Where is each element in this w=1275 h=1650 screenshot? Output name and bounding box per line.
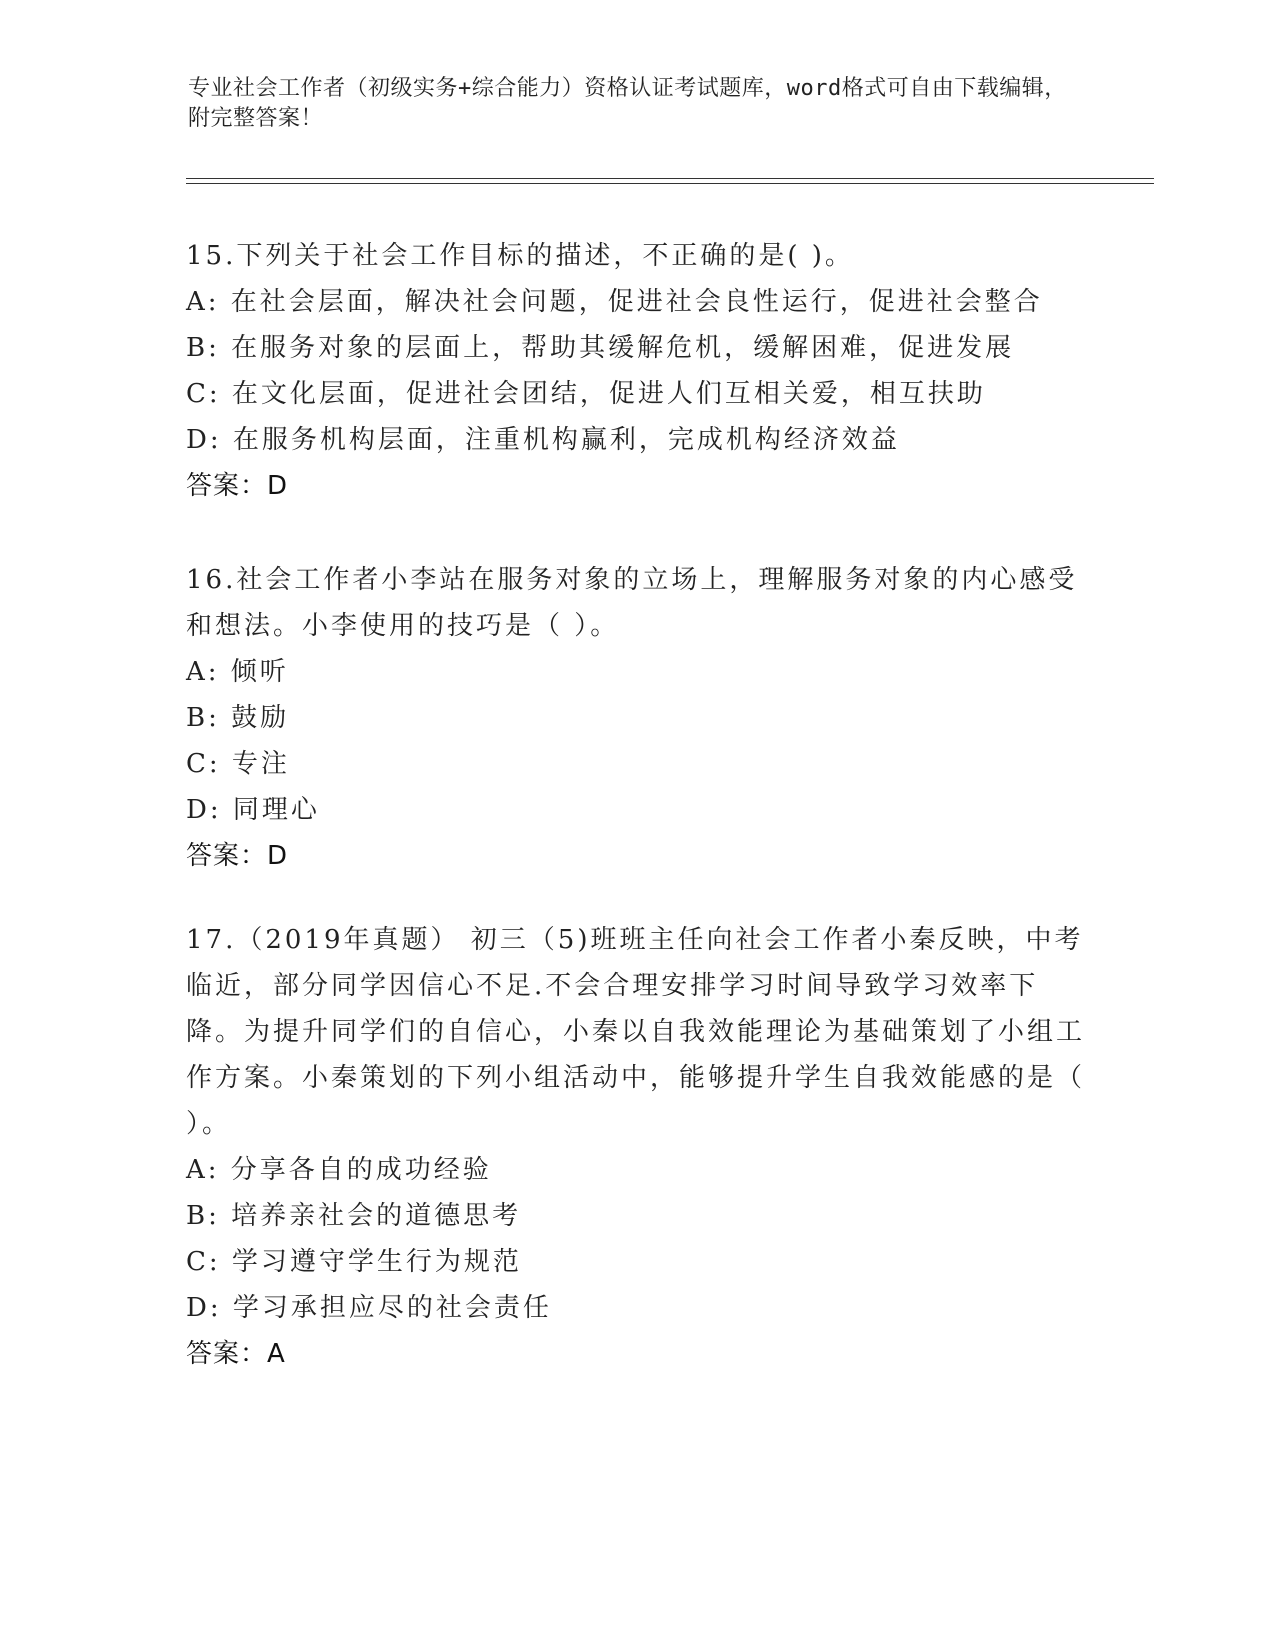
header-divider: [186, 178, 1154, 179]
option-b: B: 鼓励: [186, 703, 290, 733]
question-stem: 15.下列关于社会工作目标的描述，不正确的是( )。: [186, 241, 854, 271]
option-d: D: 在服务机构层面，注重机构赢利，完成机构经济效益: [186, 425, 900, 455]
option-c: C: 专注: [186, 749, 290, 779]
answer: 答案：A: [186, 1339, 286, 1369]
question-16: [186, 557, 1086, 879]
option-a: A: 分享各自的成功经验: [186, 1155, 492, 1185]
question-15: [186, 233, 1086, 509]
option-c: C: 学习遵守学生行为规范: [186, 1247, 522, 1277]
answer: 答案：D: [186, 471, 289, 501]
answer: 答案：D: [186, 841, 289, 871]
option-b: B: 在服务对象的层面上，帮助其缓解危机，缓解困难，促进发展: [186, 333, 1015, 363]
question-stem: 16.社会工作者小李站在服务对象的立场上，理解服务对象的内心感受和想法。小李使用的技巧是（ ）。: [186, 565, 1078, 641]
question-stem: 17.（2019年真题） 初三（5)班班主任向社会工作者小秦反映，中考临近，部分同学因信心不足.不会合理安排学习时间导致学习效率下降。为提升同学们的自信心，小秦以自我效能理论为基础策划了小组工作方案。小秦策划的下列小组活动中，能够提升学生自我效能感的是（ ）。: [186, 925, 1086, 1139]
option-a: A: 倾听: [186, 657, 289, 687]
option-b: B: 培养亲社会的道德思考: [186, 1201, 522, 1231]
option-c: C: 在文化层面，促进社会团结，促进人们互相关爱，相互扶助: [186, 379, 986, 409]
option-d: D: 同理心: [186, 795, 320, 825]
option-d: D: 学习承担应尽的社会责任: [186, 1293, 552, 1323]
option-a: A: 在社会层面，解决社会问题，促进社会良性运行，促进社会整合: [186, 287, 1043, 317]
question-17: [186, 917, 1086, 1377]
header-divider-secondary: [186, 183, 1154, 184]
page-header: 专业社会工作者（初级实务+综合能力）资格认证考试题库，word格式可自由下载编辑，附完整答案！: [188, 76, 1067, 131]
